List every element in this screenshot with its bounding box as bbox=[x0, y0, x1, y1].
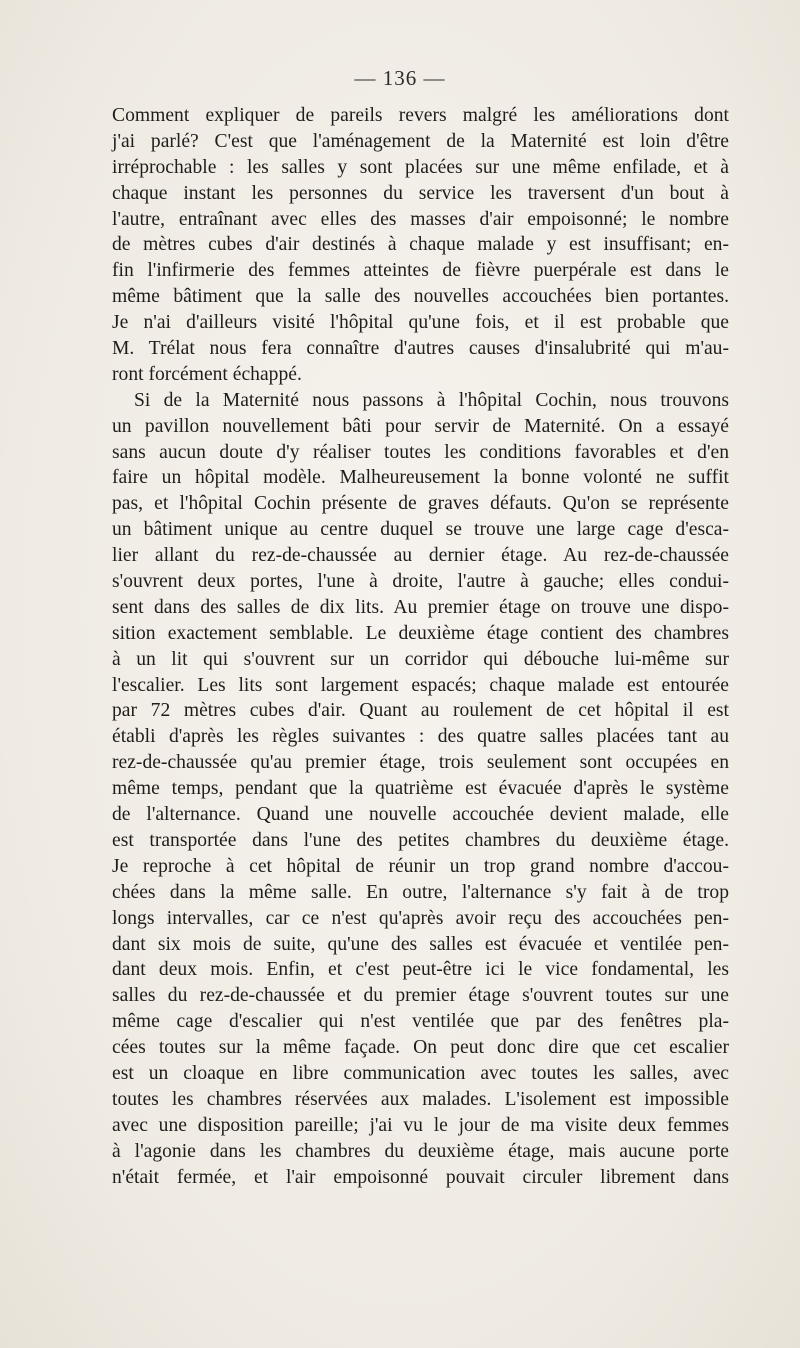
text-line: cées toutes sur la même façade. On peut donc dire que cet escalier bbox=[112, 1037, 729, 1059]
text-line: fin l'infirmerie des femmes atteintes de fièvre puerpérale est dans le bbox=[112, 260, 729, 282]
text-line: chées dans la même salle. En outre, l'alternance s'y fait à de trop bbox=[112, 881, 729, 903]
text-line: sition exactement semblable. Le deuxième étage contient des chambres bbox=[112, 622, 729, 644]
text-line: avec une disposition pareille; j'ai vu le jour de ma visite deux femmes bbox=[112, 1114, 729, 1136]
text-line: chaque instant les personnes du service les traversent d'un bout à bbox=[112, 182, 729, 204]
text-line: par 72 mètres cubes d'air. Quant au roulement de cet hôpital il est bbox=[112, 700, 729, 722]
text-line: sans aucun doute d'y réaliser toutes les conditions favorables et d'en bbox=[112, 441, 729, 463]
text-line: Si de la Maternité nous passons à l'hôpital Cochin, nous trouvons bbox=[134, 389, 729, 411]
text-line: établi d'après les règles suivantes : des quatre salles placées tant au bbox=[112, 726, 729, 748]
text-line: sent dans des salles de dix lits. Au premier étage on trouve une dispo- bbox=[112, 596, 729, 618]
text-line: toutes les chambres réservées aux malades. L'isolement est impossible bbox=[112, 1088, 729, 1110]
text-line: faire un hôpital modèle. Malheureusement la bonne volonté ne suffit bbox=[112, 467, 729, 489]
text-line: est transportée dans l'une des petites chambres du deuxième étage. bbox=[112, 829, 729, 851]
text-line: M. Trélat nous fera connaître d'autres causes d'insalubrité qui m'au- bbox=[112, 338, 729, 360]
text-line: à un lit qui s'ouvrent sur un corridor qui débouche lui-même sur bbox=[112, 648, 729, 670]
text-line: ront forcément échappé. bbox=[112, 363, 302, 385]
text-line: l'escalier. Les lits sont largement espacés; chaque malade est entourée bbox=[112, 674, 729, 696]
text-line: j'ai parlé? C'est que l'aménagement de la Maternité est loin d'être bbox=[112, 130, 729, 152]
text-line: un bâtiment unique au centre duquel se trouve une large cage d'esca- bbox=[112, 519, 729, 541]
page-number: — 136 — bbox=[354, 66, 446, 90]
text-line: longs intervalles, car ce n'est qu'après avoir reçu des accouchées pen- bbox=[112, 907, 729, 929]
text-line: de mètres cubes d'air destinés à chaque malade y est insuffisant; en- bbox=[112, 234, 729, 256]
text-line: dant six mois de suite, qu'une des salles est évacuée et ventilée pen- bbox=[112, 933, 729, 955]
text-line: Comment expliquer de pareils revers malgré les améliorations dont bbox=[112, 105, 729, 126]
text-line: même temps, pendant que la quatrième est évacuée d'après le système bbox=[112, 778, 729, 800]
text-line: de l'alternance. Quand une nouvelle accouchée devient malade, elle bbox=[112, 804, 729, 826]
text-line: un pavillon nouvellement bâti pour servir de Maternité. On a essayé bbox=[112, 415, 729, 437]
text-line: l'autre, entraînant avec elles des masses d'air empoisonné; le nombre bbox=[112, 208, 729, 230]
text-line: est un cloaque en libre communication avec toutes les salles, avec bbox=[112, 1062, 729, 1084]
text-line: Je reproche à cet hôpital de réunir un trop grand nombre d'accou- bbox=[112, 855, 729, 877]
text-line: irréprochable : les salles y sont placées sur une même enfilade, et à bbox=[112, 156, 729, 178]
text-line: dant deux mois. Enfin, et c'est peut-être ici le vice fondamental, les bbox=[112, 959, 729, 981]
text-line: pas, et l'hôpital Cochin présente de graves défauts. Qu'on se représente bbox=[112, 493, 729, 515]
text-line: lier allant du rez-de-chaussée au dernier étage. Au rez-de-chaussée bbox=[112, 545, 729, 567]
text-line: rez-de-chaussée qu'au premier étage, trois seulement sont occupées en bbox=[112, 752, 729, 774]
text-line: même bâtiment que la salle des nouvelles accouchées bien portantes. bbox=[112, 286, 729, 308]
text-line: à l'agonie dans les chambres du deuxième étage, mais aucune porte bbox=[112, 1140, 729, 1162]
text-line: même cage d'escalier qui n'est ventilée que par des fenêtres pla- bbox=[112, 1011, 729, 1033]
text-line: n'était fermée, et l'air empoisonné pouvait circuler librement dans bbox=[112, 1166, 729, 1188]
text-line: Je n'ai d'ailleurs visité l'hôpital qu'une fois, et il est probable que bbox=[112, 312, 729, 334]
text-line: salles du rez-de-chaussée et du premier étage s'ouvrent toutes sur une bbox=[112, 985, 729, 1007]
body-text bbox=[112, 103, 729, 1190]
text-line: s'ouvrent deux portes, l'une à droite, l'autre à gauche; elles condui- bbox=[112, 571, 729, 593]
